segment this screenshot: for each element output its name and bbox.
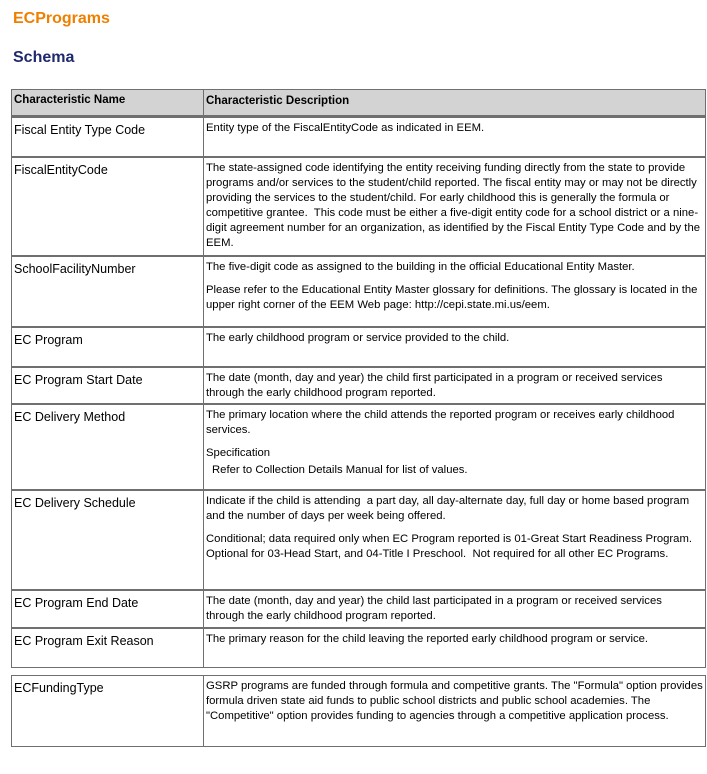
description-paragraph: Conditional; data required only when EC Program reported is 01-Great Start Readiness Program. Optional for 03-Head Start, and 04-Title I Preschool. Not required for all other EC Programs. <box>206 533 699 560</box>
specification-label: Specification <box>206 447 271 459</box>
table-header <box>11 89 706 117</box>
characteristic-name: SchoolFacilityNumber <box>12 257 204 326</box>
characteristic-name: Fiscal Entity Type Code <box>12 118 204 156</box>
characteristic-name: EC Delivery Method <box>12 405 204 489</box>
description-paragraph: Please refer to the Educational Entity Master glossary for definitions. The glossary is located in the upper right corner of the EEM Web page: http://cepi.state.mi.us/eem. <box>206 284 701 311</box>
description-paragraph: The primary location where the child attends the reported program or receives early childhood services. <box>206 409 678 436</box>
column-header-name: Characteristic Name <box>12 90 204 115</box>
table-row <box>11 157 706 256</box>
specification-text <box>206 463 703 478</box>
section-title: Schema <box>13 49 75 66</box>
characteristic-name: EC Program End Date <box>12 591 204 627</box>
characteristic-name: ECFundingType <box>12 676 204 746</box>
table-row <box>11 628 706 668</box>
characteristic-name: EC Program Start Date <box>12 368 204 403</box>
schema-table <box>11 89 706 747</box>
table-row <box>11 327 706 367</box>
table-row <box>11 367 706 404</box>
characteristic-description <box>204 491 705 589</box>
description-paragraph: The primary reason for the child leaving the reported early childhood program or service. <box>206 633 649 645</box>
description-paragraph: The date (month, day and year) the child first participated in a program or received services through the early childhood program reported. <box>206 372 666 399</box>
description-paragraph: The state-assigned code identifying the entity receiving funding directly from the state to provide programs and/or services to the student/child reported. The fiscal entity may or may not be directly providing the services to the student/child. For early childhood this is generally the formula or competitive grantee. This code must be either a five-digit entity code for a school district or a nine-digit agreement number for an organization, as identified by the Fiscal Entity Type Code and by the EEM. <box>206 162 704 249</box>
description-paragraph: GSRP programs are funded through formula and competitive grants. The "Formula" option provides formula driven state aid funds to public school districts and public school academies. The "Competitive" option provides funding to agencies through a competitive application process. <box>206 680 706 722</box>
table-row <box>11 675 706 747</box>
table-row <box>11 490 706 590</box>
characteristic-description <box>204 328 705 366</box>
specification-value: Refer to Collection Details Manual for list of values. <box>212 464 468 476</box>
table-row <box>11 117 706 157</box>
page-title: ECPrograms <box>13 10 110 27</box>
description-paragraph: The early childhood program or service provided to the child. <box>206 332 510 344</box>
description-paragraph: The five-digit code as assigned to the building in the official Educational Entity Master. <box>206 261 635 273</box>
description-paragraph: Indicate if the child is attending a part day, all day-alternate day, full day or home based program and the number of days per week being offered. <box>206 495 693 522</box>
characteristic-description <box>204 257 705 326</box>
table-row <box>11 256 706 327</box>
characteristic-name: EC Program Exit Reason <box>12 629 204 667</box>
characteristic-description <box>204 158 705 255</box>
characteristic-description <box>204 405 705 489</box>
characteristic-description <box>204 368 705 403</box>
characteristic-name: EC Delivery Schedule <box>12 491 204 589</box>
characteristic-name: FiscalEntityCode <box>12 158 204 255</box>
characteristic-description <box>204 591 705 627</box>
characteristic-description <box>204 629 705 667</box>
description-paragraph: The date (month, day and year) the child last participated in a program or received services through the early childhood program reported. <box>206 595 666 622</box>
column-header-description: Characteristic Description <box>206 95 350 107</box>
characteristic-name: EC Program <box>12 328 204 366</box>
characteristic-description <box>204 676 705 746</box>
characteristic-description <box>204 118 705 156</box>
table-row <box>11 404 706 490</box>
description-paragraph: Entity type of the FiscalEntityCode as indicated in EEM. <box>206 122 485 134</box>
table-row <box>11 590 706 628</box>
